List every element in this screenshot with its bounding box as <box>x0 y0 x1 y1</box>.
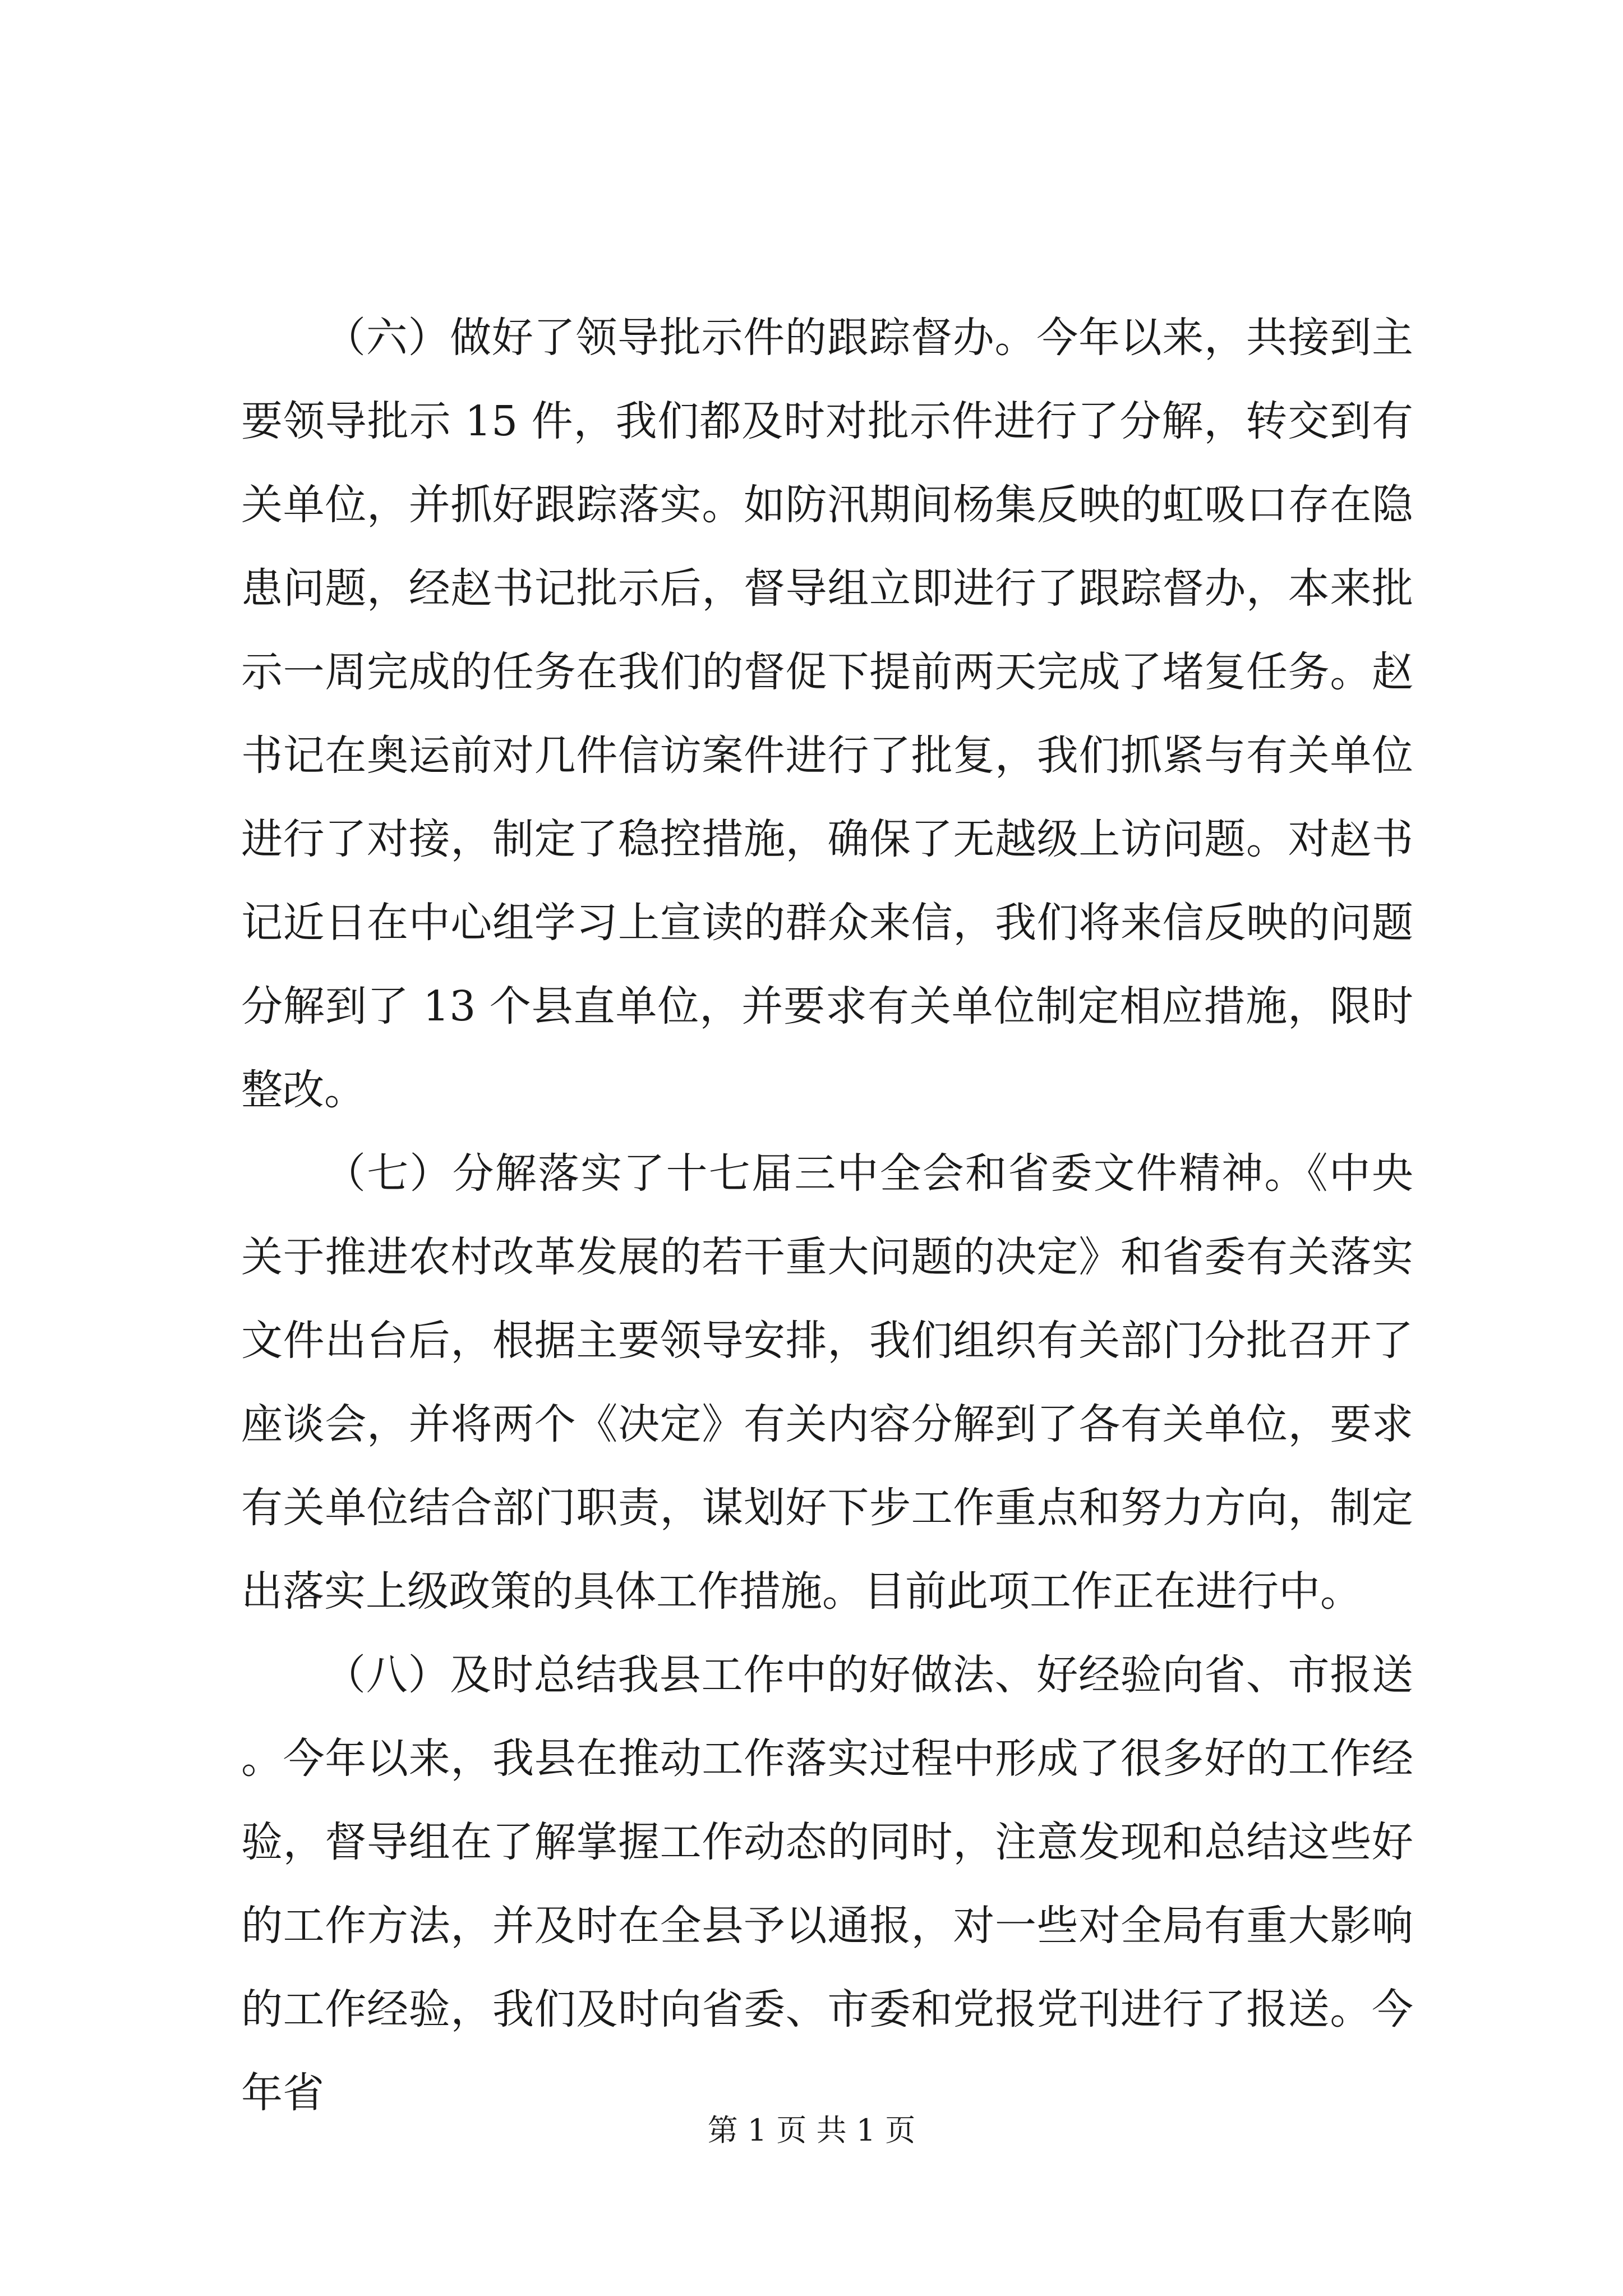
paragraph-six: （六）做好了领导批示件的跟踪督办。今年以来，共接到主要领导批示 15 件，我们都及时对批示件进行了分解，转交到有关单位，并抓好跟踪落实。如防汛期间杨集反映的虹吸口存在隐患问题，经赵书记批示后，督导组立即进行了跟踪督办，本来批示一周完成的任务在我们的督促下提前两天完成了堵复任务。赵书记在奥运前对几件信访案件进行了批复，我们抓紧与有关单位进行了对接，制定了稳控措施，确保了无越级上访问题。对赵书记近日在中心组学习上宣读的群众来信，我们将来信反映的问题分解到了 13 个县直单位，并要求有关单位制定相应措施，限时整改。 <box>241 314 1413 1114</box>
paragraph-eight: （八）及时总结我县工作中的好做法、好经验向省、市报送。今年以来，我县在推动工作落实过程中形成了很多好的工作经验，督导组在了解掌握工作动态的同时，注意发现和总结这些好的工作方法，并及时在全县予以通报，对一些对全局有重大影响的工作经验，我们及时向省委、市委和党报党刊进行了报送。今年省 <box>241 1651 1413 2117</box>
paragraph-seven: （七）分解落实了十七届三中全会和省委文件精神。《中央关于推进农村改革发展的若干重大问题的决定》和省委有关落实文件出台后，根据主要领导安排，我们组织有关部门分批召开了座谈会，并将两个《决定》有关内容分解到了各有关单位，要求有关单位结合部门职责，谋划好下步工作重点和努力方向，制定出落实上级政策的具体工作措施。目前此项工作正在进行中。 <box>241 1149 1413 1616</box>
page-footer: 第 1 页 共 1 页 <box>707 2113 916 2148</box>
document-body <box>241 296 1413 2135</box>
